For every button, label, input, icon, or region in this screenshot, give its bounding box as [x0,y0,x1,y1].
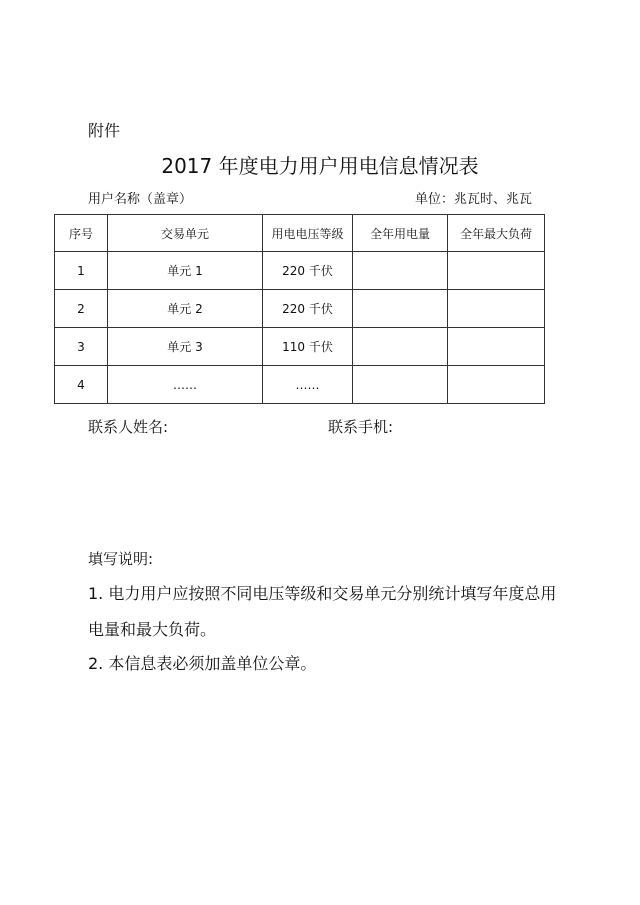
instructions-title: 填写说明: [88,550,154,568]
row-annual-max-load-cell[interactable] [448,252,545,290]
row-annual-max-load-cell[interactable] [448,328,545,366]
row-index: 3 [55,328,108,366]
header-annual-max-load: 全年最大负荷 [448,215,545,252]
row-index: 1 [55,252,108,290]
row-trading-unit: 单元 3 [108,328,263,366]
row-annual-max-load-cell[interactable] [448,366,545,404]
header-index: 序号 [55,215,108,252]
row-annual-consumption-cell[interactable] [353,366,448,404]
row-annual-consumption-cell[interactable] [353,290,448,328]
row-index: 2 [55,290,108,328]
attachment-label: 附件 [88,121,121,140]
header-annual-consumption: 全年用电量 [353,215,448,252]
table-row [55,252,545,290]
header-voltage-level: 用电电压等级 [263,215,353,252]
row-voltage-level: 110 千伏 [263,328,353,366]
row-annual-max-load-cell[interactable] [448,290,545,328]
unit-label: 单位：兆瓦时、兆瓦 [414,192,532,207]
row-voltage-level: …… [263,366,353,404]
row-voltage-level: 220 千伏 [263,290,353,328]
row-trading-unit: …… [108,366,263,404]
table-row [55,290,545,328]
row-annual-consumption-cell[interactable] [353,252,448,290]
table-header-row [55,215,545,252]
row-index: 4 [55,366,108,404]
table-row [55,366,545,404]
row-trading-unit: 单元 1 [108,252,263,290]
instruction-item: 2. 本信息表必须加盖单位公章。 [88,654,317,673]
row-annual-consumption-cell[interactable] [353,328,448,366]
contact-phone-label: 联系手机: [328,418,394,436]
page-title: 2017 年度电力用户用电信息情况表 [161,154,479,178]
instruction-item: 1. 电力用户应按照不同电压等级和交易单元分别统计填写年度总用电量和最大负荷。 [88,584,557,639]
user-name-label: 用户名称（盖章） [88,192,193,207]
info-table [54,214,545,404]
header-trading-unit: 交易单元 [108,215,263,252]
contact-name-label: 联系人姓名: [88,418,169,436]
table-row [55,328,545,366]
row-voltage-level: 220 千伏 [263,252,353,290]
row-trading-unit: 单元 2 [108,290,263,328]
